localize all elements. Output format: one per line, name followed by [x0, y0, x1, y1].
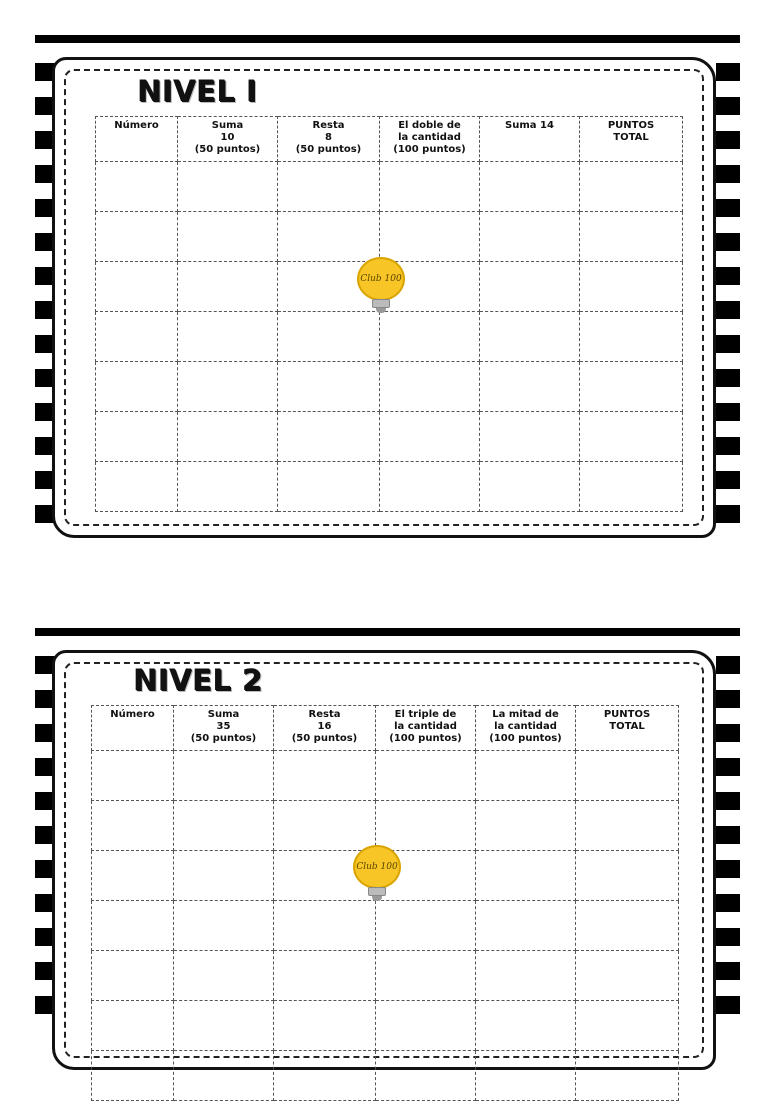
score-cell[interactable] — [476, 851, 576, 901]
header-row — [92, 706, 679, 751]
logo-text: Club 100 — [356, 862, 398, 872]
score-cell[interactable] — [174, 751, 274, 801]
level-title: NIVEL I — [137, 74, 258, 108]
column-header: Número — [96, 117, 178, 162]
table-row — [92, 901, 679, 951]
column-header: Suma 35 (50 puntos) — [174, 706, 274, 751]
column-header: El triple de la cantidad (100 puntos) — [376, 706, 476, 751]
table-row — [92, 751, 679, 801]
score-cell[interactable] — [274, 1051, 376, 1101]
score-cell[interactable] — [476, 751, 576, 801]
score-cell[interactable] — [576, 1001, 679, 1051]
table-body — [92, 751, 679, 1101]
column-header: Resta 16 (50 puntos) — [274, 706, 376, 751]
score-cell[interactable] — [376, 901, 476, 951]
score-cell[interactable] — [476, 901, 576, 951]
score-cell[interactable] — [92, 801, 174, 851]
score-cell[interactable] — [476, 801, 576, 851]
score-cell[interactable] — [576, 801, 679, 851]
logo-text: Club 100 — [360, 274, 402, 284]
score-cell[interactable] — [274, 751, 376, 801]
score-cell[interactable] — [576, 901, 679, 951]
column-header: Suma 14 — [480, 117, 580, 162]
stripe — [716, 962, 740, 980]
right-stripes — [716, 656, 740, 1024]
table-row — [92, 951, 679, 1001]
score-cell[interactable] — [174, 1001, 274, 1051]
score-cell[interactable] — [274, 1001, 376, 1051]
score-cell[interactable] — [92, 951, 174, 1001]
column-header: PUNTOS TOTAL — [580, 117, 683, 162]
score-cell[interactable] — [174, 1051, 274, 1101]
stripe — [716, 860, 740, 878]
table-row — [92, 1001, 679, 1051]
stripe — [716, 758, 740, 776]
score-cell[interactable] — [576, 1051, 679, 1101]
score-cell[interactable] — [92, 751, 174, 801]
score-cell[interactable] — [92, 901, 174, 951]
stripe — [716, 996, 740, 1014]
table-row — [92, 1051, 679, 1101]
lightbulb-logo — [353, 845, 401, 903]
column-header: La mitad de la cantidad (100 puntos) — [476, 706, 576, 751]
score-cell[interactable] — [476, 951, 576, 1001]
column-header: Resta 8 (50 puntos) — [278, 117, 380, 162]
stripe — [716, 826, 740, 844]
score-cell[interactable] — [174, 951, 274, 1001]
score-cell[interactable] — [92, 851, 174, 901]
stripe — [716, 656, 740, 674]
score-cell[interactable] — [174, 851, 274, 901]
column-header: El doble de la cantidad (100 puntos) — [380, 117, 480, 162]
stripe — [716, 894, 740, 912]
score-cell[interactable] — [174, 901, 274, 951]
score-cell[interactable] — [274, 801, 376, 851]
score-cell[interactable] — [576, 851, 679, 901]
bulb-icon — [353, 845, 401, 889]
top-bar — [35, 628, 740, 636]
score-cell[interactable] — [476, 1001, 576, 1051]
column-header: Suma 10 (50 puntos) — [178, 117, 278, 162]
score-cell[interactable] — [576, 951, 679, 1001]
score-cell[interactable] — [376, 951, 476, 1001]
score-cell[interactable] — [476, 1051, 576, 1101]
column-header: Número — [92, 706, 174, 751]
stripe — [716, 690, 740, 708]
score-cell[interactable] — [376, 801, 476, 851]
stripe — [716, 792, 740, 810]
score-cell[interactable] — [274, 951, 376, 1001]
stripe — [716, 724, 740, 742]
score-table — [91, 705, 679, 1101]
score-cell[interactable] — [174, 801, 274, 851]
score-cell[interactable] — [274, 901, 376, 951]
stripe — [716, 928, 740, 946]
table-row — [92, 801, 679, 851]
score-cell[interactable] — [92, 1001, 174, 1051]
bulb-base-icon — [368, 887, 386, 896]
score-cell[interactable] — [376, 1051, 476, 1101]
score-cell[interactable] — [576, 751, 679, 801]
level-title: NIVEL 2 — [133, 663, 263, 697]
bulb-cap-icon — [372, 896, 382, 901]
score-cell[interactable] — [92, 1051, 174, 1101]
score-cell[interactable] — [376, 1001, 476, 1051]
column-header: PUNTOS TOTAL — [576, 706, 679, 751]
score-cell[interactable] — [376, 751, 476, 801]
